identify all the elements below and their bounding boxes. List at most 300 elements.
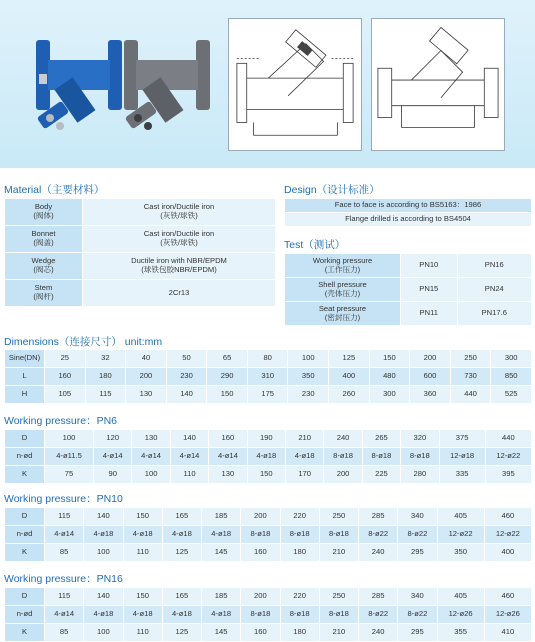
table-cell — [207, 350, 248, 368]
cell-text: 75 — [64, 469, 74, 479]
table-cell — [45, 588, 84, 606]
table-cell — [202, 526, 241, 544]
table-cell — [45, 466, 94, 484]
table-cell — [202, 624, 241, 642]
table-cell — [126, 368, 167, 386]
cell-text: Working pressure — [312, 255, 373, 265]
cell-text: 8-ø22 — [407, 529, 428, 539]
table-cell — [285, 430, 323, 448]
table-cell — [329, 350, 370, 368]
cell-text: 8-ø18 — [371, 451, 392, 461]
cell-text: 4-ø14 — [54, 609, 75, 619]
test-heading: Test（测试） — [284, 239, 346, 251]
table-cell — [5, 430, 45, 448]
table-cell — [5, 508, 45, 526]
table-row — [5, 588, 532, 606]
table-cell — [123, 606, 162, 624]
cell-text: D — [21, 591, 28, 601]
pn10-heading: Working pressure：PN10 — [4, 493, 123, 505]
table-cell — [485, 466, 531, 484]
table-cell — [85, 386, 126, 404]
table-cell — [285, 302, 401, 326]
table-row — [5, 526, 532, 544]
cell-text: 185 — [214, 591, 228, 601]
table-cell — [401, 466, 439, 484]
cell-text: 140 — [180, 389, 193, 399]
cell-text: 115 — [58, 511, 71, 521]
cell-text: 600 — [423, 371, 437, 381]
cell-text: 190 — [259, 433, 273, 443]
table-cell — [401, 302, 458, 326]
table-row — [5, 253, 276, 280]
table-cell — [209, 430, 247, 448]
table-cell — [319, 526, 358, 544]
table-cell — [437, 624, 484, 642]
table-cell — [166, 368, 207, 386]
table-row — [285, 278, 532, 302]
table-cell — [484, 544, 531, 562]
cell-text: 145 — [214, 547, 228, 557]
cell-text: 8-ø18 — [409, 451, 430, 461]
cell-text: 8-ø18 — [289, 609, 310, 619]
table-cell — [247, 386, 288, 404]
table-row — [285, 302, 532, 326]
table-cell — [132, 430, 170, 448]
material-heading: Material（主要材料） — [4, 184, 105, 196]
table-cell — [123, 544, 162, 562]
cell-text: 200 — [423, 353, 437, 363]
cell-text: 4-ø14 — [54, 529, 75, 539]
table-cell — [83, 253, 276, 280]
cell-text: (阀芯) — [33, 265, 54, 274]
table-cell — [5, 253, 83, 280]
cell-text: 8-ø18 — [328, 609, 349, 619]
cell-text: 300 — [383, 389, 396, 399]
table-cell — [324, 448, 362, 466]
table-cell — [84, 544, 123, 562]
table-cell — [247, 430, 285, 448]
cell-text: (阀体) — [33, 211, 54, 220]
table-cell — [491, 368, 532, 386]
cell-text: 4-ø14 — [217, 451, 238, 461]
cell-text: 240 — [371, 627, 385, 637]
cell-text: 300 — [504, 353, 518, 363]
table-cell — [247, 368, 288, 386]
table-cell — [202, 508, 241, 526]
grey-valve-photo — [118, 30, 218, 142]
table-cell — [437, 526, 484, 544]
table-cell — [359, 606, 398, 624]
table-cell — [484, 606, 531, 624]
cell-text: 4-ø18 — [132, 529, 153, 539]
table-cell — [45, 544, 84, 562]
cell-text: (阀杆) — [33, 292, 54, 301]
table-cell — [319, 588, 358, 606]
cell-text: 290 — [220, 371, 234, 381]
table-cell — [324, 430, 362, 448]
cell-text: 8-ø18 — [328, 529, 349, 539]
cell-text: 130 — [221, 469, 235, 479]
cell-text: 85 — [59, 627, 69, 637]
cell-text: 250 — [332, 511, 346, 521]
table-cell — [319, 606, 358, 624]
cell-text: Cast iron/Ductile iron — [143, 229, 215, 239]
table-cell — [437, 544, 484, 562]
table-cell — [5, 280, 83, 307]
cell-text: 160 — [254, 627, 267, 637]
cell-text: 150 — [220, 389, 234, 399]
cell-text: 2Cr13 — [168, 287, 190, 297]
table-cell — [94, 430, 132, 448]
cell-text: 110 — [136, 547, 149, 557]
cell-text: 460 — [501, 591, 515, 601]
table-cell — [241, 508, 280, 526]
design-heading: Design（设计标准） — [284, 184, 380, 196]
cell-text: 295 — [411, 627, 424, 637]
table-cell — [45, 368, 86, 386]
table-cell — [5, 606, 45, 624]
cell-text: H — [21, 389, 28, 399]
table-cell — [359, 508, 398, 526]
table-cell — [5, 226, 83, 253]
cell-text: 12-ø22 — [495, 529, 520, 539]
table-cell — [398, 526, 437, 544]
table-cell — [162, 588, 201, 606]
cell-text: 185 — [214, 511, 228, 521]
cell-text: 350 — [454, 547, 467, 557]
table-cell — [209, 466, 247, 484]
table-cell — [45, 430, 94, 448]
table-cell — [485, 430, 531, 448]
cell-text: 100 — [301, 353, 315, 363]
cell-text: 525 — [504, 389, 518, 399]
table-cell — [162, 544, 201, 562]
cell-text: 175 — [261, 389, 275, 399]
cell-text: 260 — [342, 389, 356, 399]
table-row — [5, 508, 532, 526]
table-cell — [85, 350, 126, 368]
cell-text: 4-ø18 — [171, 609, 192, 619]
cell-text: 160 — [254, 547, 267, 557]
table-cell — [132, 466, 170, 484]
table-cell — [398, 508, 437, 526]
cell-text: 400 — [342, 371, 356, 381]
table-cell — [247, 448, 285, 466]
table-cell — [359, 588, 398, 606]
cell-text: 440 — [464, 389, 477, 399]
cell-text: 4-ø18 — [256, 451, 277, 461]
cell-text: (灰铁/球铁) — [160, 238, 198, 247]
table-cell — [126, 386, 167, 404]
cell-text: Seat pressure — [318, 303, 367, 313]
cell-text: 50 — [182, 353, 191, 363]
cell-text: 125 — [175, 627, 189, 637]
table-cell — [369, 350, 410, 368]
table-cell — [162, 508, 201, 526]
cell-text: 140 — [183, 433, 196, 443]
cell-text: n-ød — [16, 609, 33, 619]
table-row — [5, 430, 532, 448]
cell-text: Body — [34, 202, 53, 212]
table-cell — [362, 466, 400, 484]
cell-text: 145 — [214, 627, 228, 637]
cell-text: 100 — [97, 627, 110, 637]
cell-text: 65 — [222, 353, 232, 363]
table-cell — [285, 254, 401, 278]
cell-text: 410 — [501, 627, 515, 637]
cell-text: 4-ø18 — [132, 609, 153, 619]
table-cell — [401, 278, 458, 302]
table-cell — [280, 624, 319, 642]
table-cell — [123, 508, 162, 526]
cell-text: 115 — [58, 591, 71, 601]
table-cell — [280, 588, 319, 606]
table-row — [5, 448, 532, 466]
cell-text: 160 — [58, 371, 72, 381]
cell-text: 150 — [383, 353, 396, 363]
table-cell — [329, 386, 370, 404]
pn10-table — [4, 507, 532, 562]
test-table — [284, 253, 532, 326]
table-cell — [202, 588, 241, 606]
cell-text: Shell pressure — [318, 279, 367, 289]
cell-text: 350 — [301, 371, 315, 381]
cell-text: 240 — [336, 433, 350, 443]
table-row — [5, 280, 276, 307]
table-cell — [288, 350, 329, 368]
cell-text: 4-ø14 — [179, 451, 200, 461]
cell-text: (壳体压力) — [324, 288, 361, 298]
table-cell — [241, 526, 280, 544]
table-cell — [280, 606, 319, 624]
table-cell — [84, 624, 123, 642]
table-row — [5, 466, 532, 484]
cell-text: Wedge — [31, 256, 56, 266]
cell-text: 200 — [139, 371, 153, 381]
cell-text: 110 — [183, 469, 196, 479]
table-cell — [401, 430, 439, 448]
cell-text: 230 — [301, 389, 315, 399]
cell-text: 240 — [371, 547, 385, 557]
table-cell — [5, 466, 45, 484]
table-cell — [280, 526, 319, 544]
table-cell — [319, 508, 358, 526]
table-cell — [207, 386, 248, 404]
table-cell — [132, 448, 170, 466]
cell-text: 140 — [97, 591, 110, 601]
table-cell — [170, 448, 208, 466]
cell-text: 210 — [332, 547, 346, 557]
table-cell — [457, 302, 531, 326]
cell-text: 120 — [106, 433, 120, 443]
table-cell — [439, 466, 485, 484]
table-cell — [123, 588, 162, 606]
cell-text: 355 — [454, 627, 467, 637]
table-cell — [359, 624, 398, 642]
valve-drawing-section — [228, 18, 362, 151]
cell-text: 480 — [383, 371, 396, 381]
cell-text: 4-ø18 — [294, 451, 315, 461]
table-cell — [491, 350, 532, 368]
table-cell — [166, 386, 207, 404]
table-cell — [45, 350, 86, 368]
cell-text: PN15 — [419, 284, 439, 294]
table-cell — [398, 624, 437, 642]
cell-text: 100 — [144, 469, 158, 479]
cell-text: 180 — [293, 627, 306, 637]
table-cell — [241, 606, 280, 624]
table-cell — [83, 199, 276, 226]
table-cell — [5, 448, 45, 466]
cell-text: 400 — [501, 547, 515, 557]
cell-text: 220 — [293, 591, 306, 601]
cell-text: 12-ø18 — [450, 451, 475, 461]
table-cell — [45, 448, 94, 466]
table-cell — [162, 526, 201, 544]
cell-text: 250 — [464, 353, 477, 363]
table-cell — [94, 448, 132, 466]
cell-text: 285 — [371, 591, 385, 601]
cell-text: (工作压力) — [324, 264, 361, 274]
table-cell — [359, 526, 398, 544]
cell-text: 225 — [375, 469, 388, 479]
table-row — [5, 226, 276, 253]
cell-text: 130 — [139, 389, 153, 399]
cell-text: 280 — [413, 469, 427, 479]
cell-text: 12-ø22 — [496, 451, 521, 461]
table-cell — [439, 448, 485, 466]
cell-text: 320 — [413, 433, 427, 443]
cell-text: 295 — [411, 547, 424, 557]
table-cell — [398, 588, 437, 606]
cell-text: 285 — [371, 511, 385, 521]
table-cell — [162, 606, 201, 624]
table-cell — [5, 526, 45, 544]
cell-text: 8-ø22 — [368, 609, 389, 619]
cell-text: 405 — [454, 591, 467, 601]
cell-text: 80 — [263, 353, 272, 363]
table-cell — [484, 624, 531, 642]
table-cell — [285, 466, 323, 484]
table-cell — [45, 606, 84, 624]
cell-text: 210 — [298, 433, 311, 443]
table-cell — [437, 588, 484, 606]
table-cell — [84, 526, 123, 544]
table-cell — [202, 606, 241, 624]
cell-text: 4-ø18 — [93, 529, 114, 539]
cell-text: PN16 — [484, 260, 504, 270]
cell-text: K — [21, 469, 28, 479]
cell-text: 8-ø18 — [333, 451, 353, 461]
cell-text: 8-ø22 — [407, 609, 428, 619]
cell-text: 130 — [144, 433, 158, 443]
valve-drawing-outline — [371, 18, 505, 151]
cell-text: 8-ø18 — [250, 529, 271, 539]
table-cell — [450, 386, 491, 404]
cell-text: 200 — [254, 591, 267, 601]
cell-text: 360 — [423, 389, 437, 399]
cell-text: 375 — [455, 433, 469, 443]
table-cell — [45, 624, 84, 642]
table-row — [285, 254, 532, 278]
table-cell — [45, 508, 84, 526]
cell-text: n-ød — [16, 529, 33, 539]
dimensions-heading: Dimensions（连接尺寸） unit:mm — [4, 336, 163, 348]
table-cell — [362, 430, 400, 448]
cell-text: 8-ø22 — [368, 529, 389, 539]
table-cell — [280, 508, 319, 526]
table-cell — [319, 544, 358, 562]
cell-text: n-ød — [16, 451, 33, 461]
table-cell — [359, 544, 398, 562]
table-cell — [437, 508, 484, 526]
table-cell — [280, 544, 319, 562]
cell-text: 105 — [58, 389, 72, 399]
table-row — [5, 544, 532, 562]
cell-text: 265 — [375, 433, 388, 443]
dimensions-table — [4, 349, 532, 404]
table-cell — [285, 278, 401, 302]
table-row — [5, 350, 532, 368]
table-cell — [369, 386, 410, 404]
table-cell — [457, 254, 531, 278]
table-cell — [484, 526, 531, 544]
table-cell — [5, 386, 45, 404]
cell-text: 4-ø18 — [171, 529, 192, 539]
table-cell — [450, 350, 491, 368]
table-cell — [369, 368, 410, 386]
cell-text: 335 — [455, 469, 469, 479]
pn6-table — [4, 429, 532, 484]
table-cell — [437, 606, 484, 624]
cell-text: 90 — [108, 469, 117, 479]
cell-text: 730 — [464, 371, 477, 381]
table-cell — [85, 368, 126, 386]
pn16-table — [4, 587, 532, 642]
cell-text: 340 — [411, 591, 424, 601]
table-cell — [170, 466, 208, 484]
table-cell — [84, 508, 123, 526]
table-cell — [241, 624, 280, 642]
cell-text: 395 — [502, 469, 515, 479]
table-cell — [457, 278, 531, 302]
table-cell — [285, 448, 323, 466]
table-cell — [450, 368, 491, 386]
table-cell — [324, 466, 362, 484]
table-cell — [484, 508, 531, 526]
table-cell — [123, 526, 162, 544]
cell-text: Stem — [34, 283, 53, 293]
table-cell — [202, 544, 241, 562]
cell-text: PN10 — [419, 260, 439, 270]
table-cell — [484, 588, 531, 606]
cell-text: 4-ø14 — [141, 451, 162, 461]
table-cell — [5, 199, 83, 226]
product-banner — [0, 0, 535, 168]
table-cell — [5, 624, 45, 642]
table-cell — [398, 544, 437, 562]
cell-text: 200 — [254, 511, 267, 521]
cell-text: 100 — [62, 433, 76, 443]
cell-text: 230 — [180, 371, 193, 381]
cell-text: 115 — [99, 389, 112, 399]
cell-text: L — [22, 371, 27, 381]
cell-text: 25 — [60, 353, 70, 363]
table-cell — [5, 588, 45, 606]
cell-text: PN17.6 — [481, 308, 507, 318]
cell-text: 460 — [501, 511, 515, 521]
table-cell — [241, 544, 280, 562]
